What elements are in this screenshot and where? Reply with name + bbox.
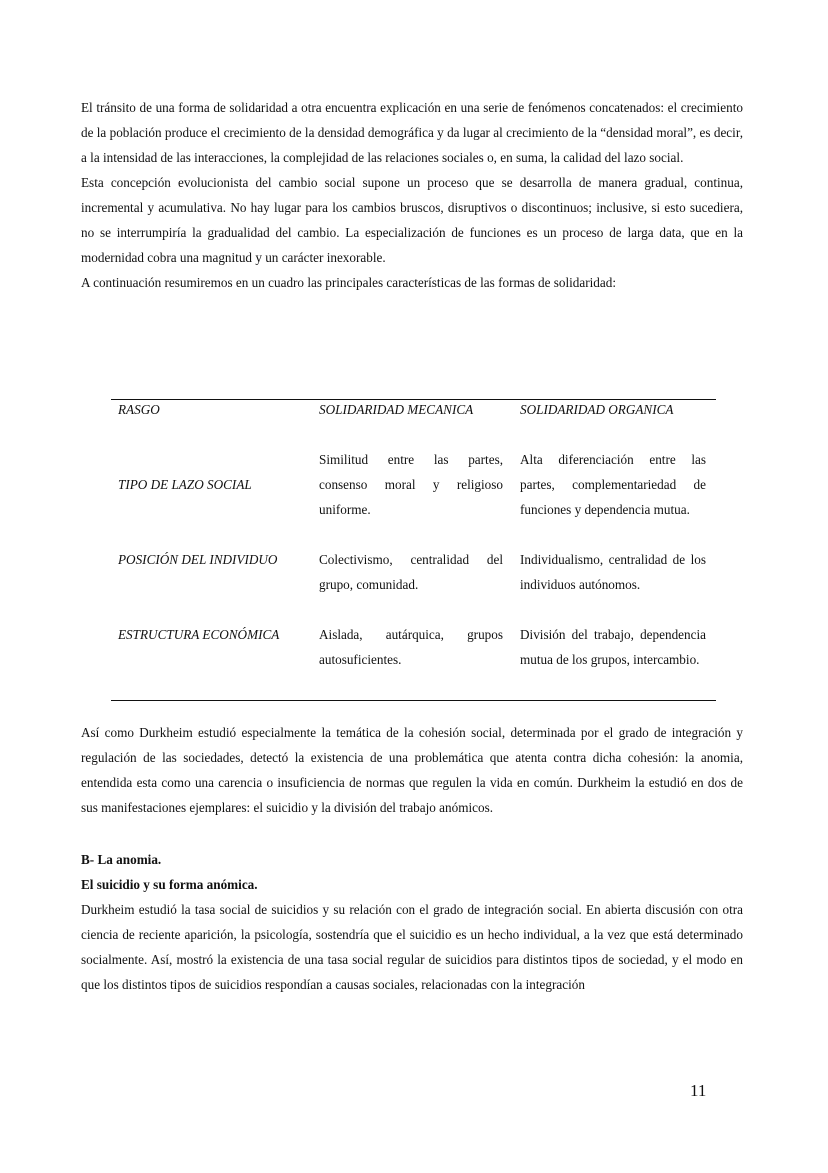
intro-paragraph: Esta concepción evolucionista del cambio social supone un proceso que se desarrolla de manera gradual, continua, incremental y acumulativa. No hay lugar para los cambios bruscos, disruptivos o discontinuos; inclusive, si esto sucediera, no se interrumpiría la gradualidad del cambio. La especialización de funciones es un proceso de larga data, que en la modernidad cobra una magnitud y un carácter inexorable. [81, 175, 743, 265]
table-row-label: ESTRUCTURA ECONÓMICA [118, 627, 280, 642]
table-cell-organica: División del trabajo, dependencia mutua de los grupos, intercambio. [520, 627, 706, 667]
intro-paragraph: El tránsito de una forma de solidaridad a otra encuentra explicación en una serie de fenómenos concatenados: el crecimiento de la población produce el crecimiento de la densidad demográfica y da lugar al crecimiento de la “densidad moral”, es decir, a la intensidad de las interacciones, la complejidad de las relaciones sociales o, en suma, la calidad del lazo social. [81, 100, 743, 165]
intro-paragraph: A continuación resumiremos en un cuadro las principales características de las formas de solidaridad: [81, 275, 617, 290]
table-cell-organica: Individualismo, centralidad de los individuos autónomos. [520, 552, 706, 592]
sub-heading: El suicidio y su forma anómica. [81, 877, 258, 892]
table-row-label: TIPO DE LAZO SOCIAL [118, 477, 252, 492]
section-heading: B- La anomia. [81, 852, 162, 867]
table-cell-mecanica: Aislada, autárquica, grupos autosuficientes. [319, 627, 503, 667]
solidarity-table [111, 399, 716, 701]
body-paragraph: Durkheim estudió la tasa social de suicidios y su relación con el grado de integración social. En abierta discusión con otra ciencia de reciente aparición, la psicología, sostendría que el suicidio es un hecho individual, a la vez que está determinado socialmente. Así, mostró la existencia de una tasa social regular de suicidios para distintos tipos de sociedad, y el modo en que los distintos tipos de suicidios respondían a causas sociales, relacionadas con la integración [81, 902, 743, 992]
table-cell-mecanica: Similitud entre las partes, consenso moral y religioso uniforme. [319, 452, 503, 517]
table-header-organica: SOLIDARIDAD ORGANICA [520, 402, 674, 417]
table-cell-organica: Alta diferenciación entre las partes, complementariedad de funciones y dependencia mutua. [520, 452, 706, 517]
suicide-text [81, 897, 743, 997]
table-header-mecanica: SOLIDARIDAD MECANICA [319, 402, 474, 417]
intro-text [81, 95, 743, 295]
anomia-intro-text [81, 720, 743, 820]
table-cell-mecanica: Colectivismo, centralidad del grupo, comunidad. [319, 552, 503, 592]
body-paragraph: Así como Durkheim estudió especialmente la temática de la cohesión social, determinada por el grado de integración y regulación de las sociedades, detectó la existencia de una problemática que atenta contra dicha cohesión: la anomia, entendida esta como una carencia o insuficiencia de normas que regulen la vida en común. Durkheim la estudió en dos de sus manifestaciones ejemplares: el suicidio y la división del trabajo anómicos. [81, 725, 743, 815]
page-number: 11 [690, 1081, 707, 1100]
table-header-rasgo: RASGO [118, 402, 160, 417]
table-row-label: POSICIÓN DEL INDIVIDUO [118, 552, 278, 567]
